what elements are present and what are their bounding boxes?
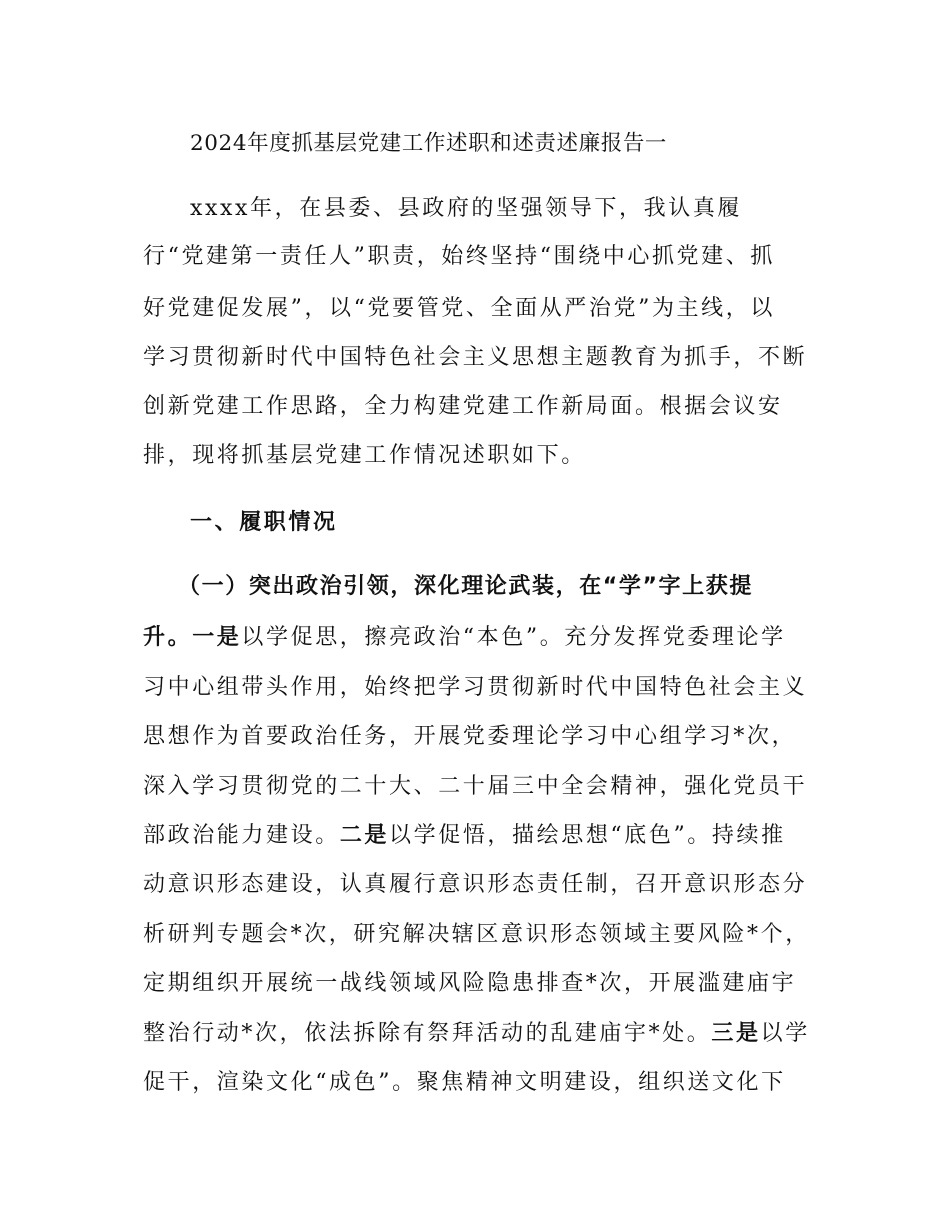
- body-line: 动意识形态建设，认真履行意识形态责任制，召开意识形态分: [143, 872, 808, 897]
- body-line: [143, 1019, 813, 1049]
- body-text: 部政治能力建设。: [143, 823, 340, 848]
- body-text: 以学促思，擦亮政治“本色”。充分发挥党委理论学: [241, 625, 786, 650]
- intro-line: 排，现将抓基层党建工作情况述职如下。: [143, 443, 586, 468]
- body-line: 深入学习贯彻党的二十大、二十届三中全会精神，强化党员干: [143, 774, 808, 799]
- body-line: 析研判专题会*次，研究解决辖区意识形态领域主要风险*个，: [143, 922, 810, 947]
- point-marker: 三是: [711, 1021, 761, 1046]
- subsection-heading: （一）突出政治引领，深化理论武装，在“学”字上获提: [178, 574, 753, 599]
- intro-line: 好党建促发展”，以“党要管党、全面从严治党”为主线，以: [143, 296, 775, 321]
- intro-line: 创新党建工作思路，全力构建党建工作新局面。根据会议安: [143, 394, 783, 419]
- document-title: 2024年度抓基层党建工作述职和述责述廉报告一: [190, 131, 668, 156]
- section-heading: 一、履职情况: [190, 510, 338, 535]
- body-text: 以学: [760, 1021, 810, 1046]
- point-marker: 二是: [339, 823, 390, 848]
- subsection-heading-end: 升。: [143, 625, 193, 650]
- body-line: 习中心组带头作用，始终把学习贯彻新时代中国特色社会主义: [143, 675, 808, 700]
- intro-line: 学习贯彻新时代中国特色社会主义思想主题教育为抓手，不断: [143, 345, 808, 370]
- intro-line: 行“党建第一责任人”职责，始终坚持“围绕中心抓党建、抓: [143, 244, 775, 269]
- body-line: 思想作为首要政治任务，开展党委理论学习中心组学习*次，: [143, 724, 797, 749]
- body-line: 定期组织开展统一战线领域风险隐患排查*次，开展滥建庙宇: [143, 971, 797, 996]
- body-text: 以学促悟，描绘思想“底色”。持续推: [389, 823, 786, 848]
- intro-line: xxxx年，在县委、县政府的坚强领导下，我认真履: [190, 196, 743, 221]
- body-line: [143, 623, 813, 653]
- body-line: [143, 821, 813, 851]
- body-text: 整治行动*次，依法拆除有祭拜活动的乱建庙宇*处。: [143, 1021, 712, 1046]
- point-marker: 一是: [192, 625, 242, 650]
- body-line: 促干，渲染文化“成色”。聚焦精神文明建设，组织送文化下: [143, 1070, 786, 1095]
